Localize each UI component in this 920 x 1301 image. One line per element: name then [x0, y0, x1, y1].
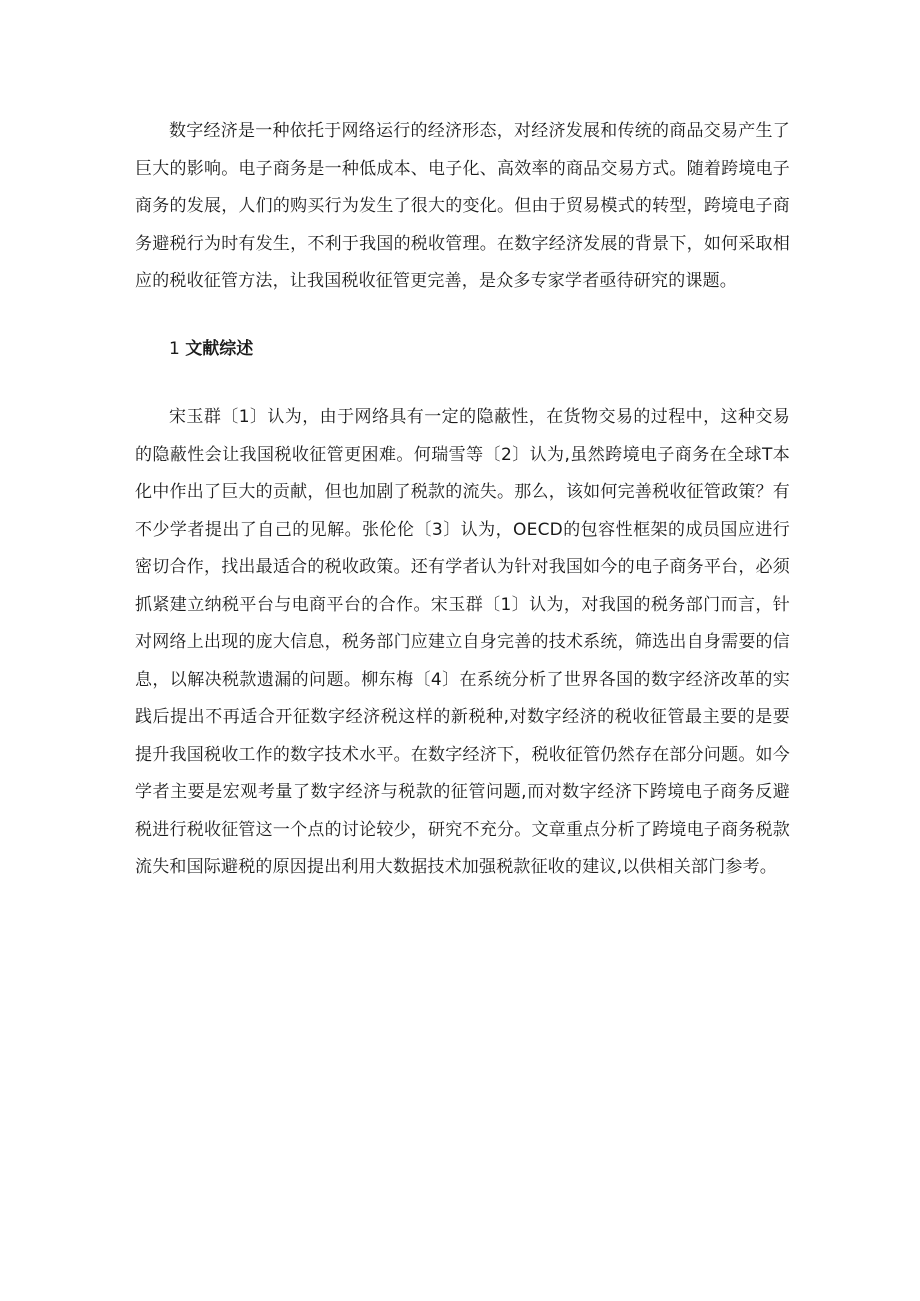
- intro-paragraph: 数字经济是一种依托于网络运行的经济形态，对经济发展和传统的商品交易产生了巨大的影响。电子商务是一种低成本、电子化、高效率的商品交易方式。随着跨境电子商务的发展，人们的购买行为发生了很大的变化。但由于贸易模式的转型，跨境电子商务避税行为时有发生，不利于我国的税收管理。在数字经济发展的背景下，如何采取相应的税收征管方法，让我国税收征管更完善，是众多专家学者亟待研究的课题。: [135, 121, 790, 291]
- section-heading-number: 1: [169, 338, 180, 359]
- literature-review-paragraph: 宋玉群〔1〕认为，由于网络具有一定的隐蔽性，在货物交易的过程中，这种交易的隐蔽性会让我国税收征管更困难。何瑞雪等〔2〕认为,虽然跨境电子商务在全球T本化中作出了巨大的贡献，但也加剧了税款的流失。那么，该如何完善税收征管政策？有不少学者提出了自己的见解。张伦伦〔3〕认为，OECD的包容性框架的成员国应进行密切合作，找出最适合的税收政策。还有学者认为针对我国如今的电子商务平台，必须抓紧建立纳税平台与电商平台的合作。宋玉群〔1〕认为，对我国的税务部门而言，针对网络上出现的庞大信息，税务部门应建立自身完善的技术系统，筛选出自身需要的信息，以解决税款遗漏的问题。柳东梅〔4〕在系统分析了世界各国的数字经济改革的实践后提出不再适合开征数字经济税这样的新税种,对数字经济的税收征管最主要的是要提升我国税收工作的数字技术水平。在数字经济下，税收征管仍然存在部分问题。如今学者主要是宏观考量了数字经济与税款的征管问题,而对数字经济下跨境电子商务反避税进行税收征管这一个点的讨论较少，研究不充分。文章重点分析了跨境电子商务税款流失和国际避税的原因提出利用大数据技术加强税款征收的建议,以供相关部门参考。: [135, 407, 790, 877]
- paragraph-spacer: [135, 301, 790, 331]
- document-body: [135, 113, 790, 887]
- section-heading: [135, 331, 790, 369]
- paragraph-spacer: [135, 368, 790, 399]
- section-heading-title: 文献综述: [185, 338, 254, 359]
